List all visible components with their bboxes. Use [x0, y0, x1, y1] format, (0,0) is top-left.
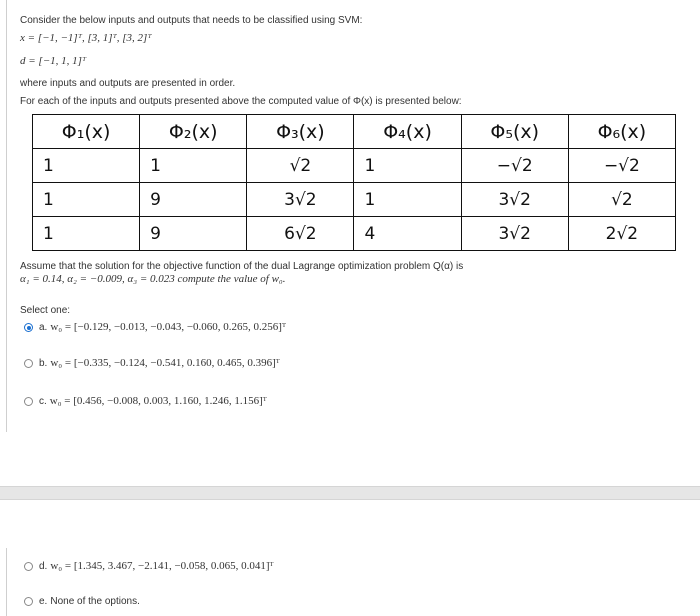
option-a-value: w₀ = [−0.129, −0.013, −0.043, −0.060, 0.265, 0.256]ᵀ: [50, 321, 286, 333]
table-cell: 1: [140, 149, 247, 183]
select-one-label: Select one:: [20, 305, 71, 316]
option-e[interactable]: [24, 595, 140, 608]
table-cell: 6√2: [247, 217, 354, 251]
question-intro: Consider the below inputs and outputs that needs to be classified using SVM:: [20, 15, 363, 26]
radio-option-e[interactable]: [24, 597, 33, 606]
d-definition: d = [−1, 1, 1]ᵀ: [20, 55, 87, 67]
phi-header-6: Φ₆(x): [568, 115, 675, 149]
option-b[interactable]: [24, 357, 280, 370]
table-row: [33, 183, 676, 217]
radio-option-a[interactable]: [24, 323, 33, 332]
phi-table-header: [33, 115, 676, 149]
table-cell: 1: [354, 149, 461, 183]
table-cell: 1: [354, 183, 461, 217]
table-cell: 9: [140, 183, 247, 217]
order-note: where inputs and outputs are presented in order.: [20, 78, 236, 89]
table-cell: √2: [247, 149, 354, 183]
table-cell: 1: [33, 149, 140, 183]
option-c-value: w₀ = [0.456, −0.008, 0.003, 1.160, 1.246, 1.156]ᵀ: [49, 395, 267, 407]
option-a-letter: a.: [39, 322, 48, 333]
option-d-letter: d.: [39, 561, 48, 572]
assume-text: Assume that the solution for the objective function of the dual Lagrange optimization problem Q(α) is: [20, 261, 464, 272]
option-d[interactable]: [24, 560, 274, 573]
option-c-letter: c.: [39, 396, 47, 407]
phi-header-2: Φ₂(x): [140, 115, 247, 149]
table-cell: √2: [568, 183, 675, 217]
phi-intro: For each of the inputs and outputs presented above the computed value of Φ(x) is presented below:: [20, 96, 462, 107]
option-b-value: w₀ = [−0.335, −0.124, −0.541, 0.160, 0.465, 0.396]ᵀ: [50, 357, 280, 369]
phi-header-3: Φ₃(x): [247, 115, 354, 149]
question-left-border-lower: [6, 548, 7, 616]
table-cell: 4: [354, 217, 461, 251]
option-e-letter: e.: [39, 596, 48, 607]
radio-option-d[interactable]: [24, 562, 33, 571]
table-cell: 3√2: [247, 183, 354, 217]
table-row: [33, 217, 676, 251]
option-e-value: None of the options.: [50, 596, 140, 607]
table-cell: 9: [140, 217, 247, 251]
table-cell: 3√2: [461, 183, 568, 217]
phi-table: [32, 114, 676, 251]
table-cell: 1: [33, 217, 140, 251]
phi-header-1: Φ₁(x): [33, 115, 140, 149]
option-c[interactable]: [24, 395, 267, 408]
table-row: [33, 149, 676, 183]
phi-header-5: Φ₅(x): [461, 115, 568, 149]
table-cell: 2√2: [568, 217, 675, 251]
page-separator: [0, 486, 700, 500]
alpha-values: α₁ = 0.14, α₂ = −0.009, α₃ = 0.023 compute the value of w₀.: [20, 273, 286, 285]
x-definition: x = [−1, −1]ᵀ, [3, 1]ᵀ, [3, 2]ᵀ: [20, 32, 152, 44]
option-a[interactable]: [24, 321, 286, 334]
table-cell: −√2: [461, 149, 568, 183]
radio-option-c[interactable]: [24, 397, 33, 406]
option-d-value: w₀ = [1.345, 3.467, −2.141, −0.058, 0.065, 0.041]ᵀ: [50, 560, 274, 572]
table-cell: −√2: [568, 149, 675, 183]
table-cell: 1: [33, 183, 140, 217]
option-b-letter: b.: [39, 358, 48, 369]
question-left-border: [6, 0, 7, 432]
table-cell: 3√2: [461, 217, 568, 251]
phi-header-4: Φ₄(x): [354, 115, 461, 149]
radio-option-b[interactable]: [24, 359, 33, 368]
